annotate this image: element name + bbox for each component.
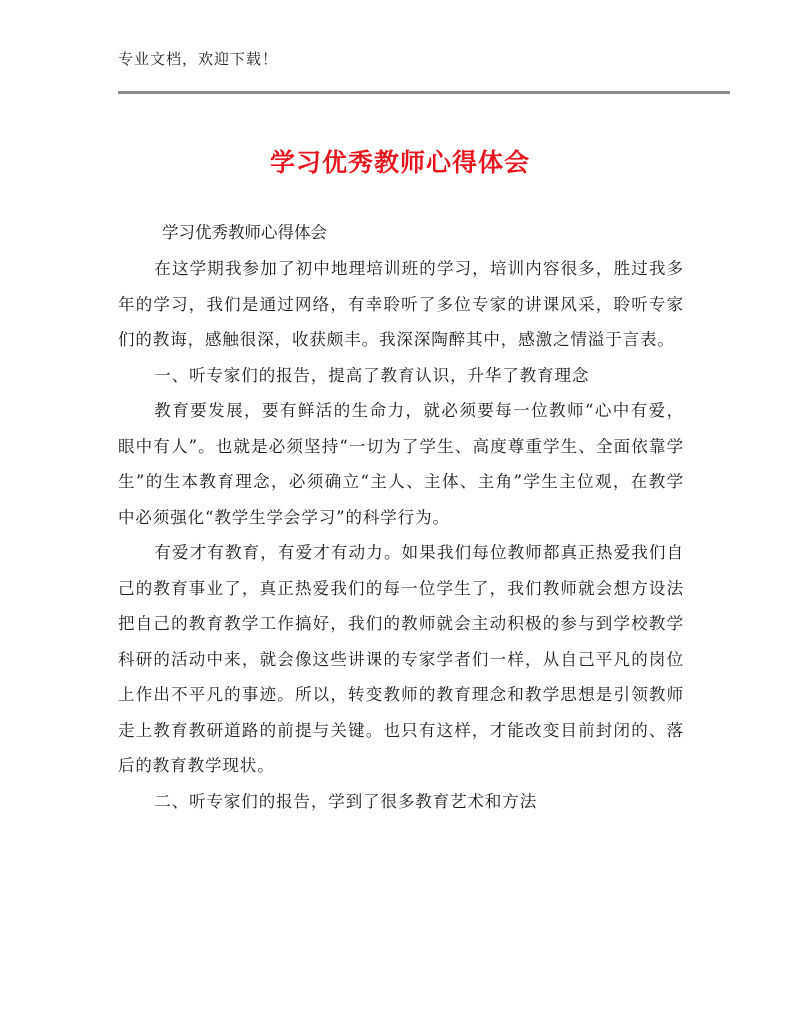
document-body <box>118 215 684 819</box>
page-header-text: 专业文档，欢迎下载！ <box>118 50 279 68</box>
document-subtitle: 学习优秀教师心得体会 <box>162 223 327 242</box>
paragraph-intro: 在这学期我参加了初中地理培训班的学习，培训内容很多，胜过我多年的学习，我们是通过网络，有幸聆听了多位专家的讲课风采，聆听专家们的教诲，感触很深，收获颇丰。我深深陶醉其中，感激之情溢于言表。 <box>118 259 684 349</box>
section-heading-1: 一、听专家们的报告，提高了教育认识，升华了教育理念 <box>154 365 590 385</box>
paragraph-education-development: 教育要发展，要有鲜活的生命力，就必须要每一位教师“心中有爱，眼中有人”。也就是必须坚持“一切为了学生、高度尊重学生、全面依靠学生”的生本教育理念，必须确立“主人、主体、主角”学生主位观，在教学中必须强化“教学生学会学习”的科学行为。 <box>118 401 684 527</box>
header-divider <box>118 91 730 94</box>
paragraph-love-and-education: 有爱才有教育，有爱才有动力。如果我们每位教师都真正热爱我们自己的教育事业了，真正热爱我们的每一位学生了，我们教师就会想方设法把自己的教育教学工作搞好，我们的教师就会主动积极的参与到学校教学科研的活动中来，就会像这些讲课的专家学者们一样，从自己平凡的岗位上作出不平凡的事迹。所以，转变教师的教育理念和教学思想是引领教师走上教育教研道路的前提与关键。也只有这样，才能改变目前封闭的、落后的教育教学现状。 <box>118 543 684 775</box>
document-title: 学习优秀教师心得体会 <box>269 148 530 177</box>
section-heading-2: 二、听专家们的报告，学到了很多教育艺术和方法 <box>154 791 538 811</box>
